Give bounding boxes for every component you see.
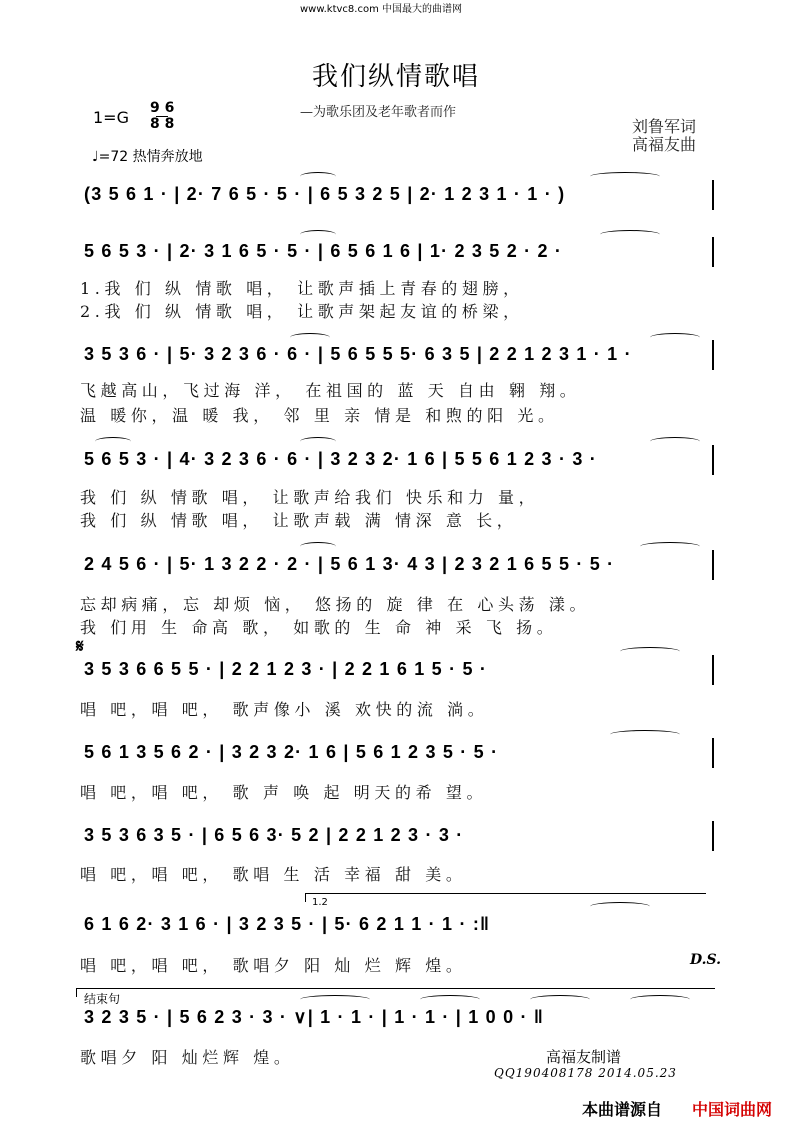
- lyric-line: 唱 吧，唱 吧， 歌声像小 溪 欢快的流 淌。: [80, 700, 489, 719]
- slur-mark: [590, 902, 650, 911]
- tempo-marking: ♩=72 热情奔放地: [92, 149, 203, 165]
- source-site-link[interactable]: 中国词曲网: [692, 1100, 773, 1119]
- slur-mark: [600, 230, 660, 239]
- barline: [712, 445, 714, 475]
- score-row-notes: 5 6 5 3 · | 4· 3 2 3 6 · 6 · | 3 2 3 2· 1 6 | 5 5 6 1 2 3 · 3 ·: [84, 449, 597, 469]
- slur-mark: [650, 437, 700, 446]
- lyricist: 刘鲁军词: [632, 117, 697, 136]
- score-row-notes: (3 5 6 1 · | 2· 7 6 5 · 5 · | 6 5 3 2 5 | 2· 1 2 3 1 · 1 · ): [84, 184, 566, 204]
- lyric-line: 唱 吧，唱 吧， 歌唱夕 阳 灿 烂 辉 煌。: [80, 956, 467, 975]
- slur-mark: [300, 995, 370, 1004]
- barline: [712, 550, 714, 580]
- slur-mark: [590, 172, 660, 181]
- score-row-notes: 5 6 1 3 5 6 2 · | 3 2 3 2· 1 6 | 5 6 1 2 3 5 · 5 ·: [84, 742, 499, 762]
- volta-bracket: [305, 893, 706, 902]
- lyric-verse-1: 飞越高山，飞过海 洋， 在祖国的 蓝 天 自由 翱 翔。: [80, 381, 581, 400]
- slur-mark: [95, 437, 131, 446]
- coda-label: 结束句: [84, 992, 121, 1006]
- segno-sign: 𝄋: [76, 636, 84, 657]
- slur-mark: [650, 333, 700, 342]
- score-row-notes: 6 1 6 2· 3 1 6 · | 3 2 3 5 · | 5· 6 2 1 1 · 1 · :‖: [84, 914, 491, 934]
- score-row-notes: 2 4 5 6 · | 5· 1 3 2 2 · 2 · | 5 6 1 3· 4 3 | 2 3 2 1 6 5 5 · 5 ·: [84, 554, 615, 574]
- score-row-notes: 5 6 5 3 · | 2· 3 1 6 5 · 5 · | 6 5 6 1 6 | 1· 2 3 5 2 · 2 ·: [84, 241, 563, 261]
- time-signature-top: 9 6: [150, 100, 175, 116]
- time-signature-bottom: 8 8: [150, 116, 175, 132]
- score-row-notes: 3 2 3 5 · | 5 6 2 3 · 3 · ∨| 1 · 1 · | 1 · 1 · | 1 0 0 · ‖: [84, 1007, 545, 1027]
- lyric-verse-2: 我 们用 生 命高 歌， 如歌的 生 命 神 采 飞 扬。: [80, 618, 558, 637]
- score-row-notes: 3 5 3 6 · | 5· 3 2 3 6 · 6 · | 5 6 5 5 5· 6 3 5 | 2 2 1 2 3 1 · 1 ·: [84, 344, 632, 364]
- time-signature: [150, 102, 174, 131]
- slur-mark: [530, 995, 590, 1004]
- slur-mark: [420, 995, 480, 1004]
- lyric-verse-2: 2.我 们 纵 情歌 唱， 让歌声架起友谊的桥梁，: [80, 302, 524, 321]
- song-title: 我们纵情歌唱: [311, 62, 480, 92]
- slur-mark: [620, 647, 680, 656]
- maker-contact-date: QQ190408178 2014.05.23: [494, 1066, 677, 1080]
- song-subtitle: —为歌乐团及老年歌者而作: [300, 105, 457, 120]
- lyric-verse-2: 温 暖你，温 暖 我， 邻 里 亲 情是 和煦的阳 光。: [80, 406, 559, 425]
- slur-mark: [300, 230, 336, 239]
- score-row-notes: 3 5 3 6 3 5 · | 6 5 6 3· 5 2 | 2 2 1 2 3 · 3 ·: [84, 825, 464, 845]
- slur-mark: [300, 172, 336, 181]
- slur-mark: [300, 542, 336, 551]
- barline: [712, 821, 714, 851]
- slur-mark: [290, 333, 330, 342]
- slur-mark: [630, 995, 690, 1004]
- lyric-line: 唱 吧，唱 吧， 歌唱 生 活 幸福 甜 美。: [80, 865, 467, 884]
- lyric-verse-1: 我 们 纵 情歌 唱， 让歌声给我们 快乐和力 量，: [80, 488, 540, 507]
- lyric-verse-1: 忘却病痛，忘 却烦 恼， 悠扬的 旋 律 在 心头荡 漾。: [80, 595, 591, 614]
- slur-mark: [300, 437, 336, 446]
- barline: [712, 340, 714, 370]
- slur-mark: [610, 730, 680, 739]
- composer: 高福友曲: [632, 135, 697, 154]
- lyric-line: 歌唱夕 阳 灿烂辉 煌。: [80, 1048, 295, 1067]
- lyric-line: 唱 吧，唱 吧， 歌 声 唤 起 明天的希 望。: [80, 783, 488, 802]
- barline: [712, 237, 714, 267]
- coda-bracket: [76, 988, 715, 997]
- score-row-notes: 3 5 3 6 6 5 5 · | 2 2 1 2 3 · | 2 2 1 6 1 5 · 5 ·: [84, 659, 488, 679]
- key-signature: 1=G: [93, 108, 129, 127]
- barline: [712, 738, 714, 768]
- score-maker: 高福友制谱: [546, 1048, 622, 1066]
- dal-segno-mark: D.S.: [690, 952, 722, 968]
- lyric-verse-2: 我 们 纵 情歌 唱， 让歌声载 满 情深 意 长，: [80, 511, 518, 530]
- barline: [712, 180, 714, 210]
- lyric-verse-1: 1.我 们 纵 情歌 唱， 让歌声插上青春的翅膀，: [80, 279, 524, 298]
- slur-mark: [640, 542, 700, 551]
- barline: [712, 655, 714, 685]
- source-label: 本曲谱源自: [582, 1100, 663, 1119]
- volta-label: 1.2: [312, 897, 328, 908]
- site-banner: www.ktvc8.com 中国最大的曲谱网: [300, 4, 463, 15]
